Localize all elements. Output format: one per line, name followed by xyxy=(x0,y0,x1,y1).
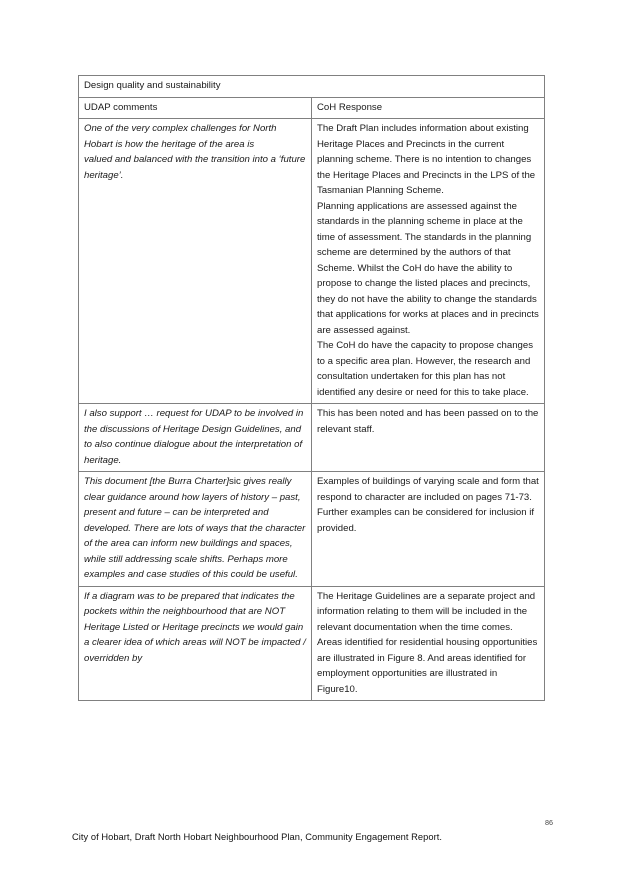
coh-paragraph: Examples of buildings of varying scale and form that respond to character are included on pages 71-73. xyxy=(317,476,539,503)
coh-paragraph: Further examples can be considered for inclusion if provided. xyxy=(317,507,535,534)
footer-note: City of Hobart, Draft North Hobart Neighbourhood Plan, Community Engagement Report. xyxy=(72,832,443,842)
udap-lead-text: This document [the Burra Charter] xyxy=(84,476,230,487)
coh-response-cell xyxy=(312,472,545,587)
section-title: Design quality and sustainability xyxy=(79,76,545,98)
table-row xyxy=(79,404,545,472)
coh-response-cell xyxy=(312,119,545,404)
table-row xyxy=(79,586,545,701)
table-header-row xyxy=(79,97,545,119)
table-row xyxy=(79,119,545,404)
coh-response-cell xyxy=(312,404,545,472)
udap-paragraph: If a diagram was to be prepared that indicates the pockets within the neighbourhood that are NOT Heritage Listed or Heritage precincts we would gain a clearer idea of which areas will NOT be impacted / overridden by xyxy=(84,590,306,664)
udap-comment-cell xyxy=(79,404,312,472)
table-section-title-row xyxy=(79,76,545,98)
udap-comment-cell xyxy=(79,119,312,404)
udap-comment-cell xyxy=(79,472,312,587)
udap-paragraph xyxy=(84,474,306,583)
udap-lead-continuation: gives really clear guidance around how layers of history – past, present and future – can be interpreted and developed. There are lots of ways that the character of the area can inform new buildings and spaces, while still addressing scale shifts. Perhaps more examples and case studies of this could be useful. xyxy=(84,476,306,580)
coh-paragraph: The CoH do have the capacity to propose changes to a specific area plan. However, the research and consultation undertaken for this plan has not identified any desire or need for this to take place. xyxy=(317,340,533,398)
udap-paragraph: valued and balanced with the transition into a ‘future heritage’. xyxy=(84,154,306,181)
column-header-coh-response: CoH Response xyxy=(312,97,545,119)
coh-response-cell xyxy=(312,586,545,701)
udap-comment-cell xyxy=(79,586,312,701)
udap-paragraph: One of the very complex challenges for North Hobart is how the heritage of the area is xyxy=(84,123,277,150)
coh-paragraph: The Heritage Guidelines are a separate project and information relating to them will be included in the relevant documentation when the time comes. xyxy=(317,590,536,633)
page-number: 86 xyxy=(545,818,553,827)
udap-comments-table xyxy=(78,75,545,701)
column-header-udap-comments: UDAP comments xyxy=(79,97,312,119)
udap-paragraph: I also support … request for UDAP to be involved in the discussions of Heritage Design Guidelines, and to also continue dialogue about the interpretation of heritage. xyxy=(84,408,304,466)
coh-paragraph: The Draft Plan includes information about existing Heritage Places and Precincts in the current planning scheme. There is no intention to changes the Heritage Places and Precincts in the LPS of the Tasmanian Planning Scheme. xyxy=(317,123,536,196)
coh-paragraph: This has been noted and has been passed on to the relevant staff. xyxy=(317,408,539,435)
table-row xyxy=(79,472,545,587)
coh-paragraph: Areas identified for residential housing opportunities are illustrated in Figure 8. And areas identified for employment opportunities are illustrated in Figure10. xyxy=(317,637,538,695)
sic-marker: sic xyxy=(229,476,241,487)
coh-paragraph: Planning applications are assessed against the standards in the planning scheme in place at the time of assessment. The standards in the planning scheme are determined by the authors of that Scheme. Whilst the CoH do have the ability to propose to change the listed places and precincts, they do not have the ability to change the standards that applications for works at places and in precincts are assessed against. xyxy=(317,200,539,336)
